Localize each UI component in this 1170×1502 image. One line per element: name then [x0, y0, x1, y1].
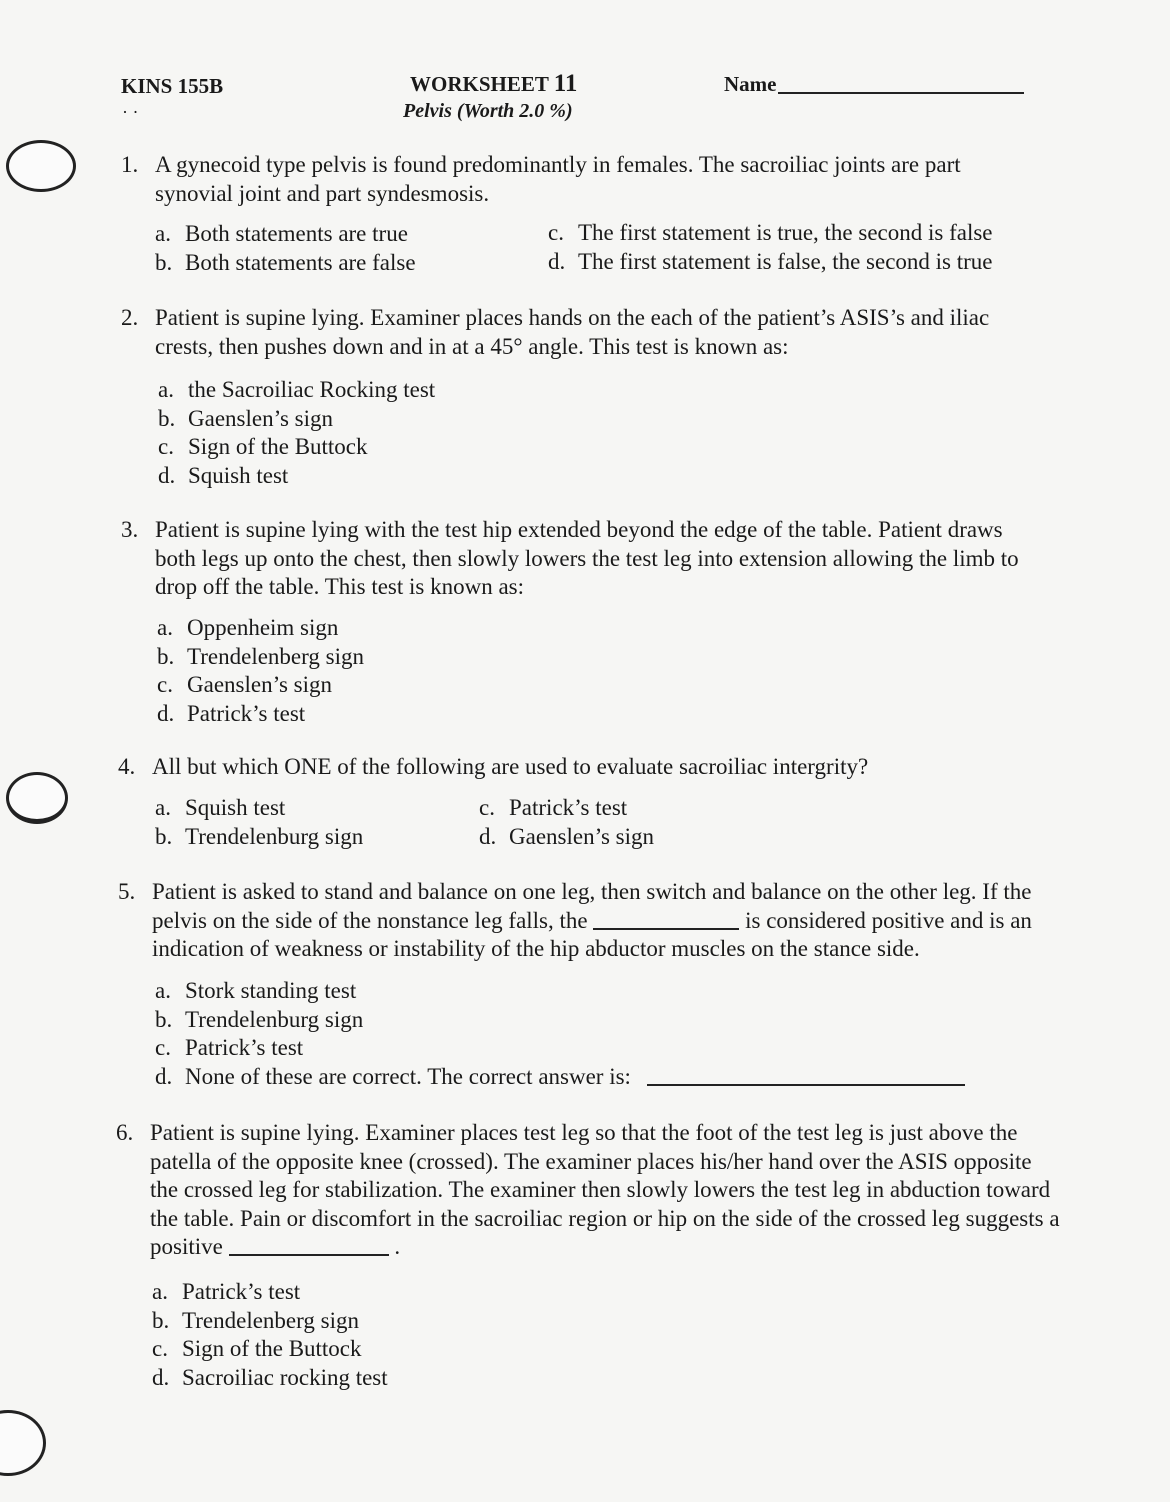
- binder-hole-middle: [6, 772, 68, 824]
- option-letter: d.: [155, 1063, 173, 1089]
- option-text: Oppenheim sign: [187, 615, 339, 640]
- option-letter: a.: [155, 221, 171, 246]
- option-5c[interactable]: [155, 1034, 965, 1063]
- course-code: KINS 155B: [121, 74, 224, 98]
- option-text: Sign of the Buttock: [188, 434, 368, 459]
- options-1-right: [548, 219, 993, 276]
- options-3: [157, 614, 364, 728]
- answer-blank[interactable]: [229, 1254, 389, 1256]
- option-5d[interactable]: [155, 1063, 965, 1092]
- option-letter: b.: [158, 405, 176, 431]
- option-text: the Sacroiliac Rocking test: [188, 377, 436, 402]
- worksheet-title: [410, 70, 577, 98]
- option-text: Sign of the Buttock: [182, 1336, 362, 1361]
- option-text: Stork standing test: [185, 978, 357, 1003]
- name-label: Name: [724, 72, 777, 96]
- option-text: Trendelenberg sign: [182, 1307, 359, 1333]
- option-6d[interactable]: [152, 1364, 388, 1393]
- options-5: [155, 977, 965, 1091]
- option-2a[interactable]: [158, 376, 435, 405]
- option-text: Gaenslen’s sign: [509, 823, 655, 849]
- options-6: [152, 1278, 388, 1392]
- option-letter: c.: [157, 672, 173, 697]
- question-number: 5.: [118, 879, 136, 904]
- option-4b[interactable]: [155, 823, 363, 852]
- option-letter: a.: [155, 978, 171, 1003]
- worksheet-subtitle: Pelvis (Worth 2.0 %): [403, 100, 573, 122]
- options-1-left: [155, 220, 416, 277]
- option-3c[interactable]: [157, 671, 364, 700]
- question-3: [121, 516, 1035, 602]
- question-number: 1.: [121, 152, 139, 177]
- option-letter: c.: [152, 1336, 168, 1361]
- option-text: Gaenslen’s sign: [188, 405, 334, 431]
- question-number: 4.: [118, 754, 136, 779]
- option-text: Trendelenberg sign: [187, 643, 364, 669]
- options-4-left: [155, 794, 363, 851]
- option-text: Both statements are false: [185, 249, 416, 275]
- option-letter: a.: [157, 615, 173, 640]
- option-text: Trendelenburg sign: [185, 1006, 364, 1032]
- question-stem: Patient is supine lying with the test hip extended beyond the edge of the table. Patient draws both legs up onto the chest, then slowly lowers the test leg into extension allowing the limb to drop off the table. This test is known as:: [155, 517, 1019, 599]
- option-letter: b.: [157, 643, 175, 669]
- option-6c[interactable]: [152, 1335, 388, 1364]
- option-letter: c.: [155, 1035, 171, 1060]
- question-stem: Patient is supine lying. Examiner places hands on the each of the patient’s ASIS’s and iliac crests, then pushes down and in at a 45° angle. This test is known as:: [155, 305, 990, 359]
- option-letter: b.: [155, 823, 173, 849]
- option-text: Patrick’s test: [182, 1279, 301, 1304]
- option-text: None of these are correct. The correct answer is:: [185, 1063, 631, 1089]
- option-text: Patrick’s test: [187, 700, 306, 726]
- option-text: Gaenslen’s sign: [187, 672, 333, 697]
- correct-answer-blank[interactable]: [647, 1084, 965, 1086]
- option-letter: c.: [158, 434, 174, 459]
- option-2b[interactable]: [158, 405, 435, 434]
- option-letter: b.: [155, 249, 173, 275]
- question-stem: [152, 878, 1057, 964]
- option-letter: a.: [158, 377, 174, 402]
- option-text: Trendelenburg sign: [185, 823, 364, 849]
- option-letter: c.: [548, 220, 564, 245]
- option-letter: a.: [152, 1279, 168, 1304]
- name-blank[interactable]: [778, 92, 1024, 94]
- question-1: [121, 151, 1035, 208]
- option-letter: b.: [155, 1006, 173, 1032]
- option-3b[interactable]: [157, 643, 364, 672]
- option-letter: b.: [152, 1307, 170, 1333]
- option-5a[interactable]: [155, 977, 965, 1006]
- stem-text: Patient is supine lying. Examiner places test leg so that the foot of the test leg is just above the patella of the opposite knee (crossed). The examiner places his/her hand over the ASIS opposite the crossed leg for stabilization. The examiner then slowly lowers the test leg in abduction toward the table. Pain or discomfort in the sacroiliac region or hip on the side of the crossed leg suggests a positive: [150, 1120, 1060, 1259]
- stem-text: .: [394, 1234, 401, 1259]
- option-4c[interactable]: [479, 794, 654, 823]
- option-letter: d.: [157, 700, 175, 726]
- option-6a[interactable]: [152, 1278, 388, 1307]
- option-6b[interactable]: [152, 1307, 388, 1336]
- stem-text: is considered positive and is an indication of weakness or instability of the hip abductor muscles on the stance side.: [152, 907, 1032, 961]
- question-stem: A gynecoid type pelvis is found predominantly in females. The sacroiliac joints are part synovial joint and part syndesmosis.: [155, 152, 961, 206]
- option-text: Patrick’s test: [185, 1035, 304, 1060]
- question-4: [118, 753, 1032, 782]
- binder-hole-top: [6, 140, 76, 192]
- option-1d[interactable]: [548, 248, 993, 277]
- option-text: Sacroiliac rocking test: [182, 1364, 388, 1390]
- option-letter: d.: [152, 1364, 170, 1390]
- options-4-right: [479, 794, 654, 851]
- option-text: The first statement is false, the second is true: [578, 248, 993, 274]
- option-letter: d.: [479, 823, 497, 849]
- worksheet-label: WORKSHEET: [410, 72, 549, 96]
- option-text: Squish test: [185, 795, 286, 820]
- option-3a[interactable]: [157, 614, 364, 643]
- option-1c[interactable]: [548, 219, 993, 248]
- option-4d[interactable]: [479, 823, 654, 852]
- option-5b[interactable]: [155, 1006, 965, 1035]
- option-text: The first statement is true, the second is false: [578, 220, 993, 245]
- option-text: Squish test: [188, 462, 289, 488]
- stray-marks: · ·: [122, 102, 139, 122]
- option-text: Both statements are true: [185, 221, 408, 246]
- option-3d[interactable]: [157, 700, 364, 729]
- question-5: [118, 878, 1057, 964]
- binder-hole-bottom: [0, 1410, 46, 1476]
- answer-blank[interactable]: [593, 928, 739, 930]
- name-field[interactable]: [724, 72, 1024, 97]
- question-2: [121, 304, 1035, 361]
- option-letter: c.: [479, 795, 495, 820]
- stem-text: Patient is asked to stand and balance on one leg, then switch and balance on the other leg. If the pelvis on the side of the nonstance leg falls, the: [152, 879, 1032, 933]
- option-1a[interactable]: [155, 220, 416, 249]
- question-number: 6.: [116, 1120, 134, 1145]
- question-number: 2.: [121, 305, 139, 330]
- options-2: [158, 376, 435, 490]
- option-4a[interactable]: [155, 794, 363, 823]
- question-stem: All but which ONE of the following are used to evaluate sacroiliac intergrity?: [152, 754, 869, 779]
- option-1b[interactable]: [155, 249, 416, 278]
- question-stem: [150, 1119, 1065, 1262]
- option-2c[interactable]: [158, 433, 435, 462]
- option-2d[interactable]: [158, 462, 435, 491]
- option-text: Patrick’s test: [509, 795, 628, 820]
- option-letter: d.: [548, 248, 566, 274]
- worksheet-number: 11: [553, 70, 578, 97]
- option-letter: a.: [155, 795, 171, 820]
- question-6: [116, 1119, 1065, 1262]
- question-number: 3.: [121, 517, 139, 542]
- option-letter: d.: [158, 462, 176, 488]
